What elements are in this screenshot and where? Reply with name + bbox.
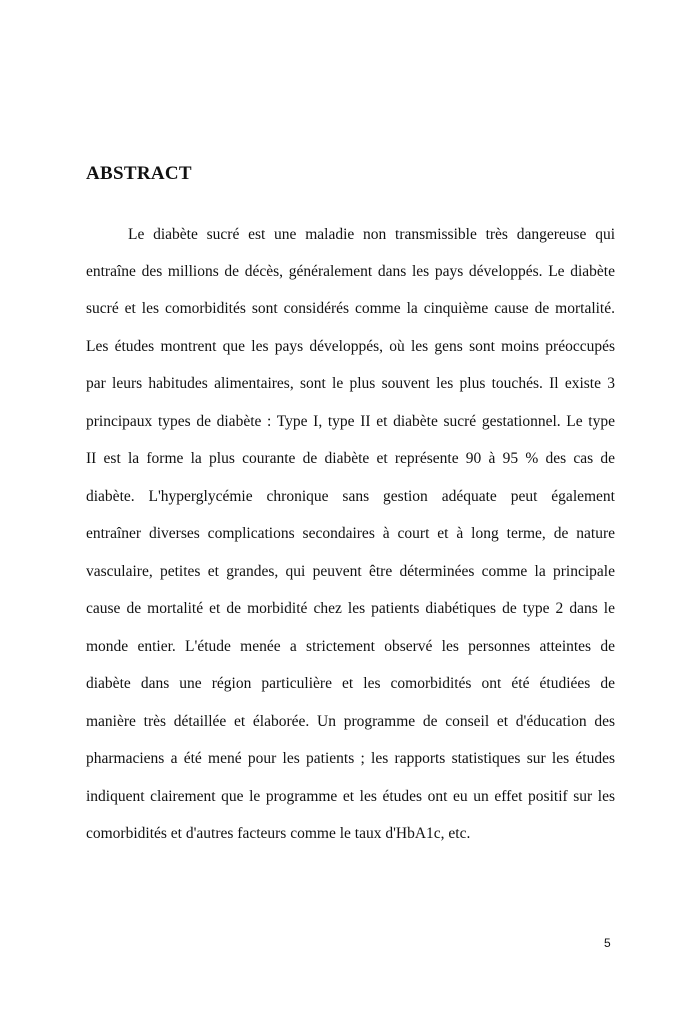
paragraph-line: II est la forme la plus courante de diabète et représente 90 à 95 % des cas de: [86, 450, 615, 467]
paragraph-line: vasculaire, petites et grandes, qui peuvent être déterminées comme la principale: [86, 563, 615, 580]
paragraph-line: sucré et les comorbidités sont considérés comme la cinquième cause de mortalité.: [86, 300, 615, 317]
paragraph-line: cause de mortalité et de morbidité chez les patients diabétiques de type 2 dans le: [86, 600, 615, 617]
paragraph-line: principaux types de diabète : Type I, type II et diabète sucré gestationnel. Le type: [86, 413, 615, 430]
paragraph-line: diabète dans une région particulière et les comorbidités ont été étudiées de: [86, 675, 615, 692]
page-number: 5: [604, 936, 611, 950]
paragraph-line: Le diabète sucré est une maladie non transmissible très dangereuse qui: [128, 226, 615, 243]
paragraph-line: monde entier. L'étude menée a strictement observé les personnes atteintes de: [86, 638, 615, 655]
paragraph-line: diabète. L'hyperglycémie chronique sans gestion adéquate peut également: [86, 488, 615, 505]
paragraph-line: entraîne des millions de décès, généralement dans les pays développés. Le diabète: [86, 263, 615, 280]
paragraph-line: indiquent clairement que le programme et les études ont eu un effet positif sur les: [86, 788, 615, 805]
paragraph-line: manière très détaillée et élaborée. Un programme de conseil et d'éducation des: [86, 713, 615, 730]
paragraph-line: entraîner diverses complications secondaires à court et à long terme, de nature: [86, 525, 615, 542]
paragraph-line: comorbidités et d'autres facteurs comme le taux d'HbA1c, etc.: [86, 825, 471, 842]
paragraph-line: Les études montrent que les pays développés, où les gens sont moins préoccupés: [86, 338, 615, 355]
abstract-heading: ABSTRACT: [86, 163, 192, 184]
paragraph-line: pharmaciens a été mené pour les patients ; les rapports statistiques sur les études: [86, 750, 615, 767]
paragraph-line: par leurs habitudes alimentaires, sont le plus souvent les plus touchés. Il existe 3: [86, 375, 615, 392]
